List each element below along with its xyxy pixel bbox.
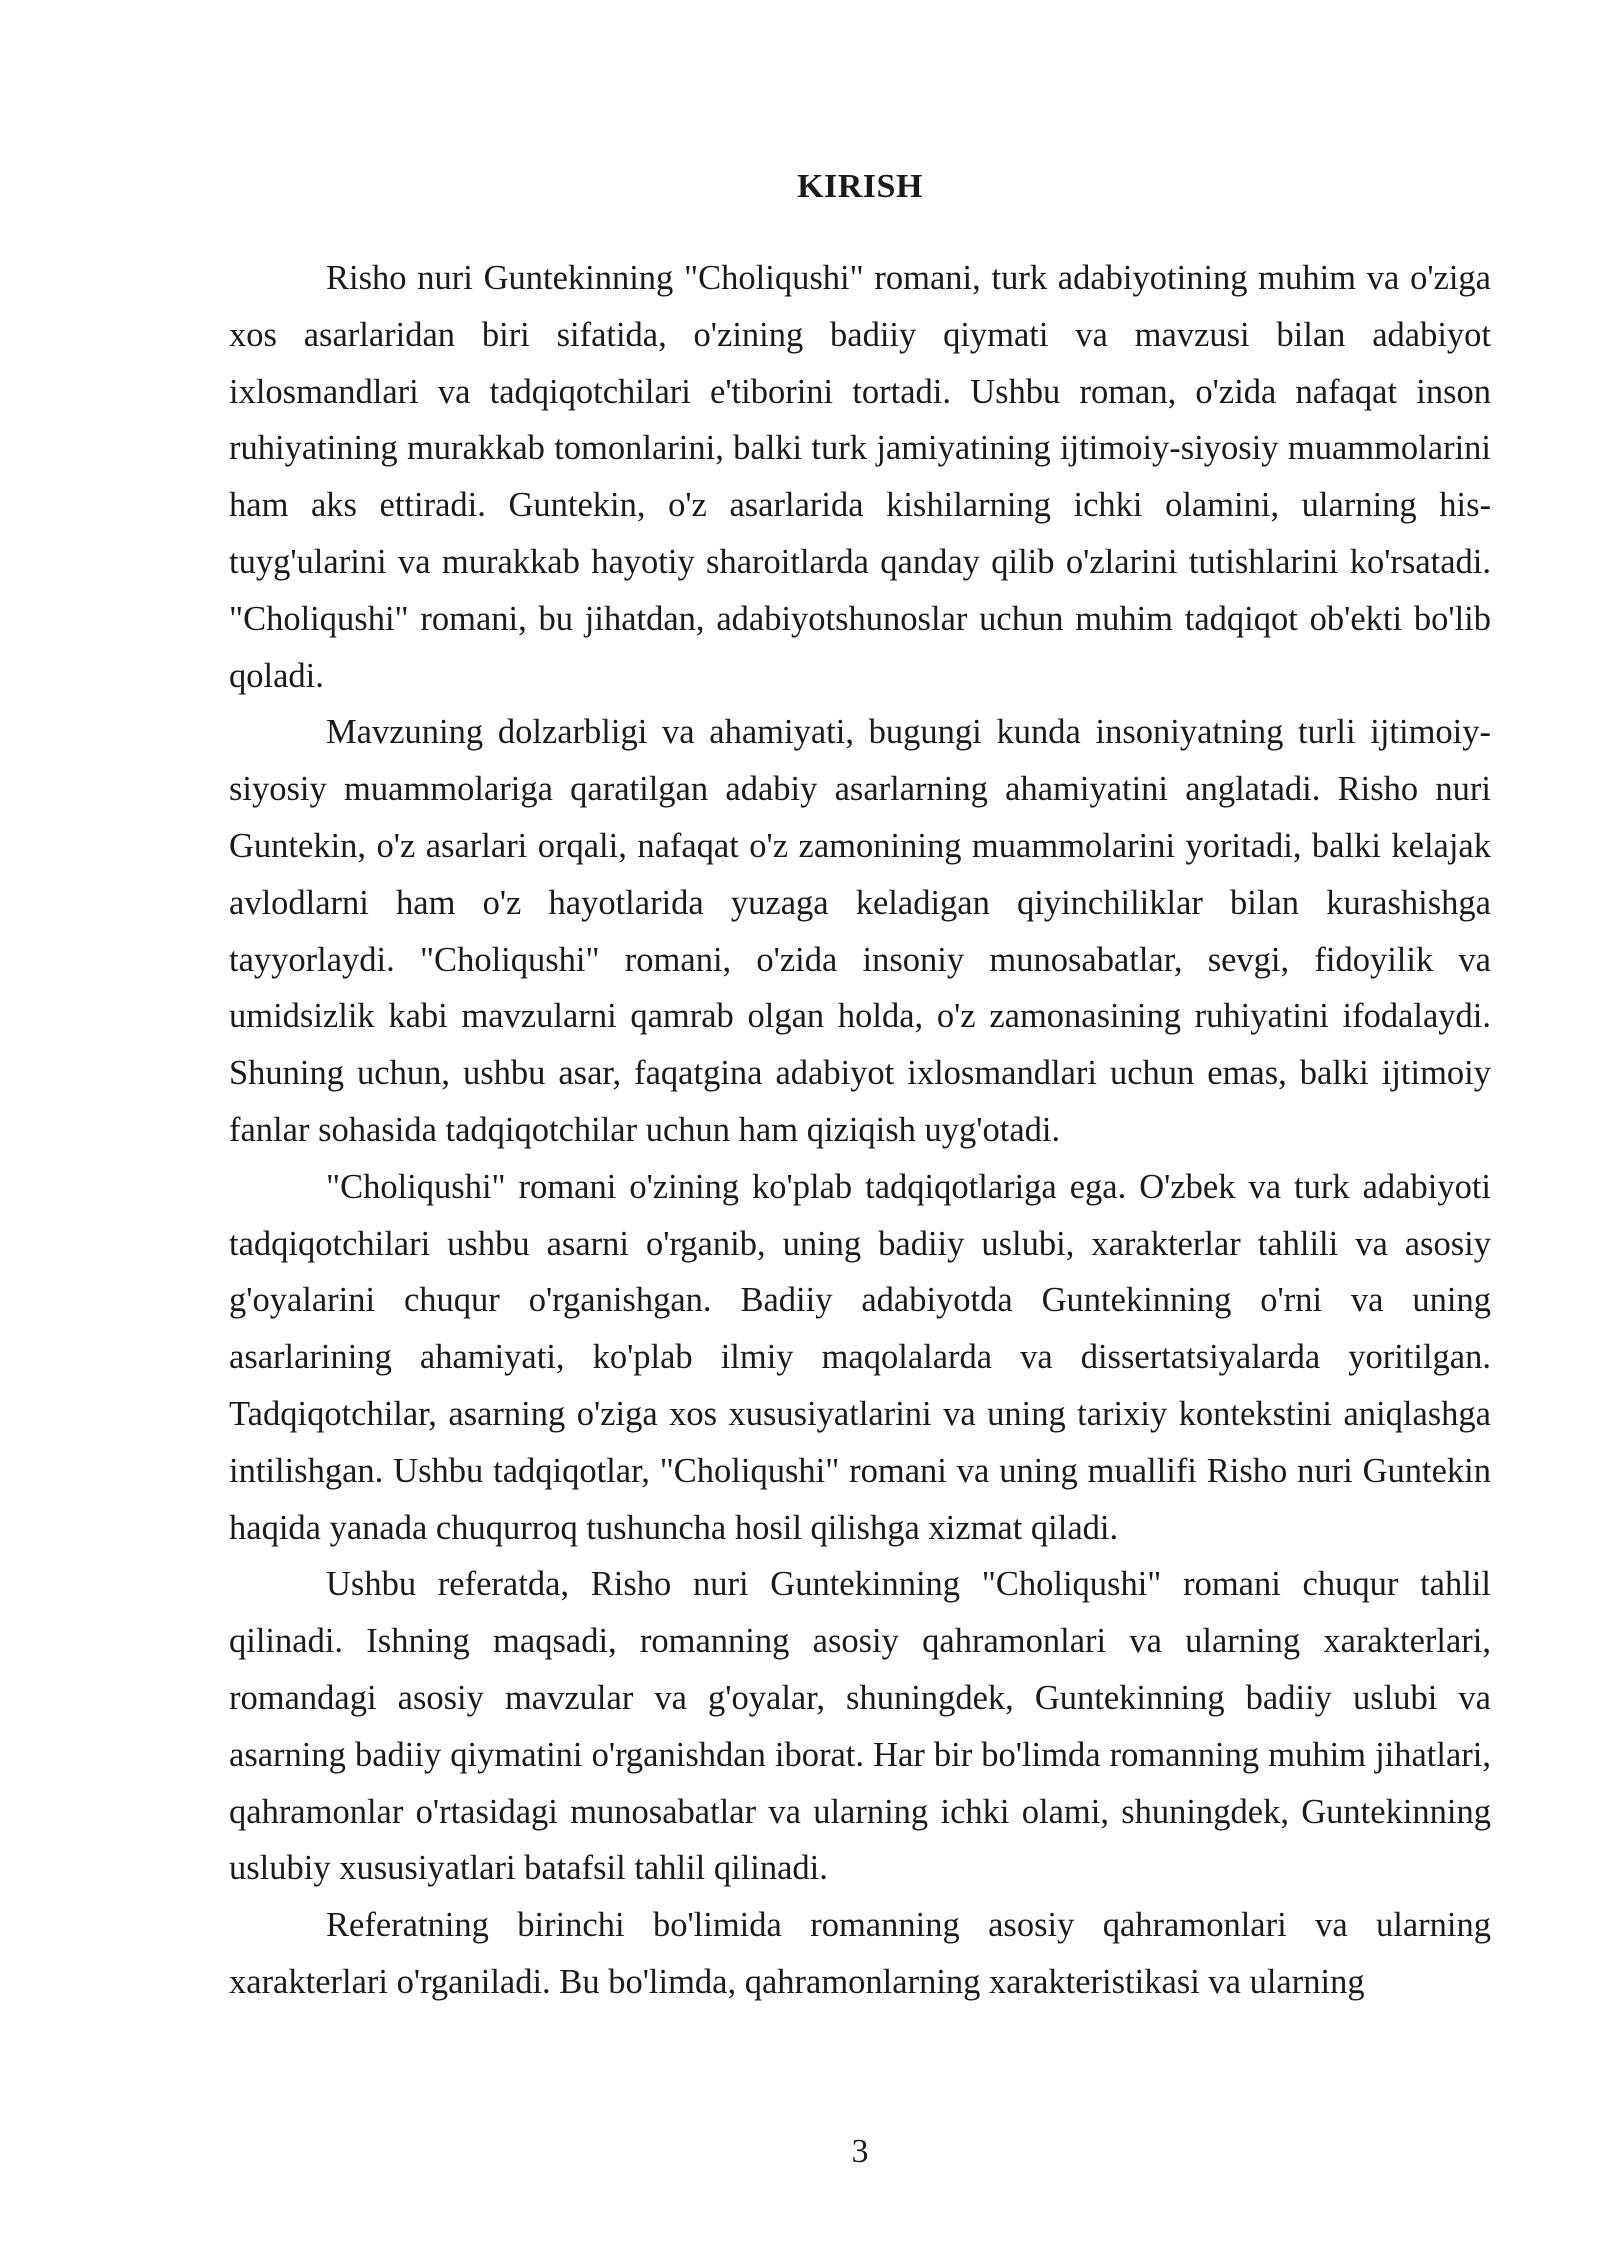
body-text xyxy=(229,250,1491,2011)
paragraph-1: Risho nuri Guntekinning "Choliqushi" romani, turk adabiyotining muhim va o'ziga xos asarlaridan biri sifatida, o'zining badiiy qiymati va mavzusi bilan adabiyot ixlosmandlari va tadqiqotchilari e'tiborini tortadi. Ushbu roman, o'zida nafaqat inson ruhiyatining murakkab tomonlarini, balki turk jamiyatining ijtimoiy-siyosiy muammolarini ham aks ettiradi. Guntekin, o'z asarlarida kishilarning ichki olamini, ularning his-tuyg'ularini va murakkab hayotiy sharoitlarda qanday qilib o'zlarini tutishlarini ko'rsatadi. "Choliqushi" romani, bu jihatdan, adabiyotshunoslar uchun muhim tadqiqot ob'ekti bo'lib qoladi. xyxy=(229,259,1491,695)
paragraph-3: "Choliqushi" romani o'zining ko'plab tadqiqotlariga ega. O'zbek va turk adabiyoti tadqiqotchilari ushbu asarni o'rganib, uning badiiy uslubi, xarakterlar tahlili va asosiy g'oyalarini chuqur o'rganishgan. Badiiy adabiyotda Guntekinning o'rni va uning asarlarining ahamiyati, ko'plab ilmiy maqolalarda va dissertatsiyalarda yoritilgan. Tadqiqotchilar, asarning o'ziga xos xususiyatlarini va uning tarixiy kontekstini aniqlashga intilishgan. Ushbu tadqiqotlar, "Choliqushi" romani va uning muallifi Risho nuri Guntekin haqida yanada chuqurroq tushuncha hosil qilishga xizmat qiladi. xyxy=(229,1167,1491,1547)
section-heading: KIRISH xyxy=(797,168,923,205)
page-number: 3 xyxy=(851,2133,869,2170)
paragraph-4: Ushbu referatda, Risho nuri Guntekinning "Choliqushi" romani chuqur tahlil qilinadi. Ishning maqsadi, romanning asosiy qahramonlari va ularning xarakterlari, romandagi asosiy mavzular va g'oyalar, shuningdek, Guntekinning badiiy uslubi va asarning badiiy qiymatini o'rganishdan iborat. Har bir bo'limda romanning muhim jihatlari, qahramonlar o'rtasidagi munosabatlar va ularning ichki olami, shuningdek, Guntekinning uslubiy xususiyatlari batafsil tahlil qilinadi. xyxy=(229,1565,1491,1888)
paragraph-2: Mavzuning dolzarbligi va ahamiyati, bugungi kunda insoniyatning turli ijtimoiy-siyosiy muammolariga qaratilgan adabiy asarlarning ahamiyatini anglatadi. Risho nuri Guntekin, o'z asarlari orqali, nafaqat o'z zamonining muammolarini yoritadi, balki kelajak avlodlarni ham o'z hayotlarida yuzaga keladigan qiyinchiliklar bilan kurashishga tayyorlaydi. "Choliqushi" romani, o'zida insoniy munosabatlar, sevgi, fidoyilik va umidsizlik kabi mavzularni qamrab olgan holda, o'z zamonasining ruhiyatini ifodalaydi. Shuning uchun, ushbu asar, faqatgina adabiyot ixlosmandlari uchun emas, balki ijtimoiy fanlar sohasida tadqiqotchilar uchun ham qiziqish uyg'otadi. xyxy=(229,713,1491,1149)
paragraph-5: Referatning birinchi bo'limida romanning asosiy qahramonlari va ularning xarakterlari o'rganiladi. Bu bo'limda, qahramonlarning xarakteristikasi va ularning xyxy=(229,1906,1491,2001)
